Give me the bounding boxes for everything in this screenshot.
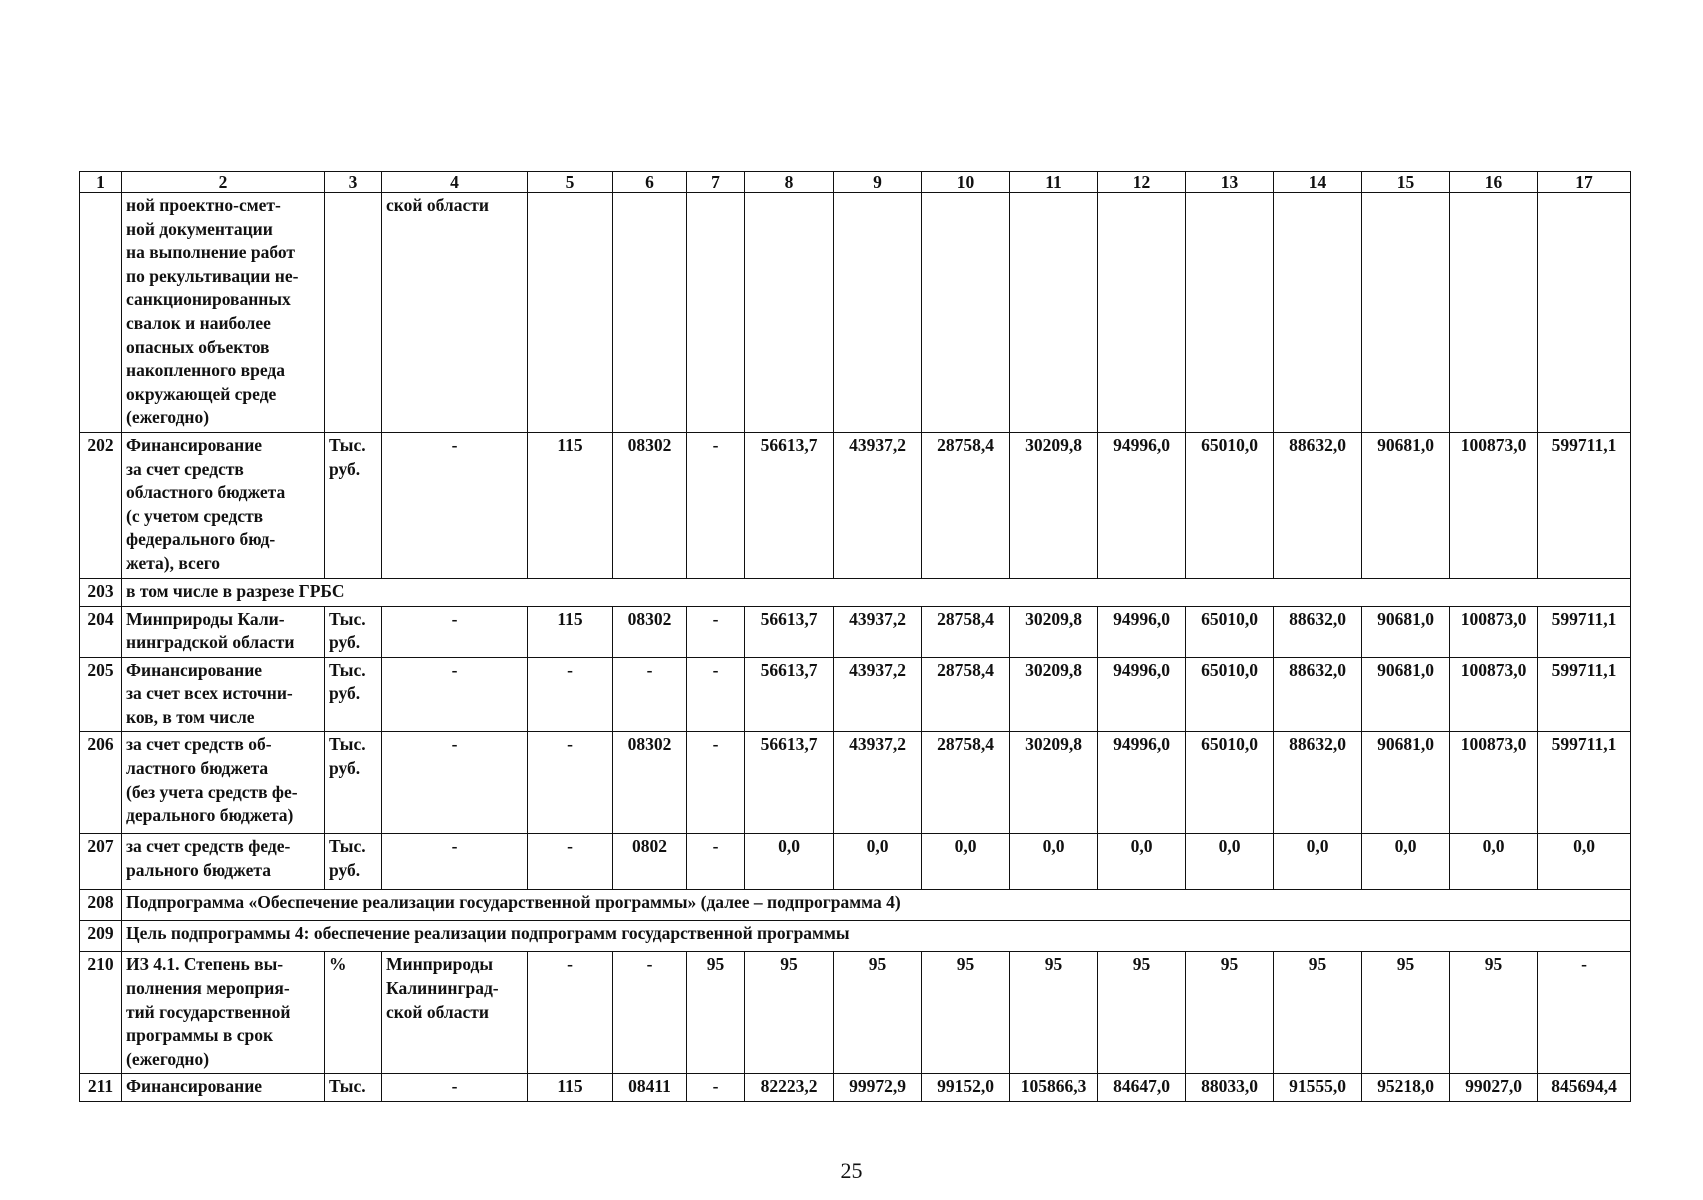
value-cell: 99027,0 <box>1450 1074 1538 1102</box>
value-cell: - <box>528 657 613 732</box>
column-header: 4 <box>382 172 528 193</box>
row-number: 206 <box>80 732 122 834</box>
column-header: 5 <box>528 172 613 193</box>
column-header: 3 <box>325 172 382 193</box>
column-header: 13 <box>1186 172 1274 193</box>
value-cell <box>1362 193 1450 433</box>
value-cell: - <box>687 1074 745 1102</box>
value-cell: 56613,7 <box>745 657 834 732</box>
value-cell: - <box>687 732 745 834</box>
value-cell: 82223,2 <box>745 1074 834 1102</box>
page-number: 25 <box>840 1158 863 1183</box>
value-cell <box>1538 193 1631 433</box>
value-cell: - <box>528 732 613 834</box>
value-cell: 0,0 <box>745 834 834 890</box>
value-cell: 0,0 <box>834 834 922 890</box>
value-cell: 94996,0 <box>1098 732 1186 834</box>
value-cell: 90681,0 <box>1362 432 1450 578</box>
value-cell: 65010,0 <box>1186 432 1274 578</box>
value-cell: 0,0 <box>1362 834 1450 890</box>
table-row <box>80 193 1631 433</box>
value-cell: 88033,0 <box>1186 1074 1274 1102</box>
responsible-cell: - <box>382 732 528 834</box>
value-cell: 105866,3 <box>1010 1074 1098 1102</box>
indicator-name: ИЗ 4.1. Степень вы- полнения мероприя- тий государственной программы в срок (ежегодно) <box>122 952 325 1074</box>
value-cell: 65010,0 <box>1186 657 1274 732</box>
column-header: 8 <box>745 172 834 193</box>
value-cell: - <box>528 834 613 890</box>
value-cell <box>1274 193 1362 433</box>
value-cell: 08302 <box>613 606 687 657</box>
value-cell: 28758,4 <box>922 606 1010 657</box>
indicator-name: ной проектно-смет- ной документации на выполнение работ по рекультивации не- санкционированных свалок и наиболее опасных объектов накопленного вреда окружающей среде (ежегодно) <box>122 193 325 433</box>
value-cell: - <box>687 834 745 890</box>
value-cell: 90681,0 <box>1362 606 1450 657</box>
value-cell: 56613,7 <box>745 432 834 578</box>
value-cell: 115 <box>528 432 613 578</box>
value-cell: 0802 <box>613 834 687 890</box>
table-row <box>80 578 1631 606</box>
table-row <box>80 1074 1631 1102</box>
value-cell: 43937,2 <box>834 657 922 732</box>
value-cell: 65010,0 <box>1186 732 1274 834</box>
value-cell: 90681,0 <box>1362 657 1450 732</box>
value-cell: 95 <box>1274 952 1362 1074</box>
value-cell: 91555,0 <box>1274 1074 1362 1102</box>
value-cell: 56613,7 <box>745 732 834 834</box>
column-header: 10 <box>922 172 1010 193</box>
value-cell: 08302 <box>613 732 687 834</box>
value-cell: 56613,7 <box>745 606 834 657</box>
value-cell: 28758,4 <box>922 657 1010 732</box>
value-cell: 95 <box>1450 952 1538 1074</box>
value-cell: 95 <box>745 952 834 1074</box>
unit-cell: Тыс. руб. <box>325 432 382 578</box>
value-cell: - <box>687 432 745 578</box>
row-number: 205 <box>80 657 122 732</box>
value-cell: 100873,0 <box>1450 606 1538 657</box>
value-cell <box>1450 193 1538 433</box>
indicator-name: Финансирование <box>122 1074 325 1102</box>
value-cell: 95 <box>1186 952 1274 1074</box>
unit-cell <box>325 193 382 433</box>
value-cell: 99152,0 <box>922 1074 1010 1102</box>
value-cell: 95 <box>1362 952 1450 1074</box>
column-header: 7 <box>687 172 745 193</box>
value-cell: 43937,2 <box>834 606 922 657</box>
row-number: 210 <box>80 952 122 1074</box>
value-cell: 08302 <box>613 432 687 578</box>
unit-cell: Тыс. руб. <box>325 657 382 732</box>
unit-cell: Тыс. <box>325 1074 382 1102</box>
column-header: 9 <box>834 172 922 193</box>
row-number: 203 <box>80 578 122 606</box>
value-cell <box>528 193 613 433</box>
value-cell <box>1010 193 1098 433</box>
unit-cell: Тыс. руб. <box>325 732 382 834</box>
column-header: 17 <box>1538 172 1631 193</box>
value-cell: 95 <box>834 952 922 1074</box>
value-cell: 845694,4 <box>1538 1074 1631 1102</box>
row-number: 204 <box>80 606 122 657</box>
value-cell <box>834 193 922 433</box>
row-number: 209 <box>80 921 122 952</box>
value-cell: 100873,0 <box>1450 432 1538 578</box>
value-cell: - <box>613 952 687 1074</box>
table-row <box>80 657 1631 732</box>
column-header: 6 <box>613 172 687 193</box>
value-cell <box>1186 193 1274 433</box>
table-row <box>80 834 1631 890</box>
responsible-cell: - <box>382 432 528 578</box>
column-header: 14 <box>1274 172 1362 193</box>
responsible-cell: - <box>382 657 528 732</box>
value-cell <box>922 193 1010 433</box>
column-header: 11 <box>1010 172 1098 193</box>
value-cell: 0,0 <box>1274 834 1362 890</box>
value-cell: 94996,0 <box>1098 606 1186 657</box>
value-cell: 94996,0 <box>1098 657 1186 732</box>
table-body <box>80 193 1631 1102</box>
value-cell: 95 <box>922 952 1010 1074</box>
value-cell: 115 <box>528 606 613 657</box>
budget-table <box>79 171 1631 1102</box>
value-cell <box>687 193 745 433</box>
value-cell: 0,0 <box>1186 834 1274 890</box>
table-row <box>80 890 1631 921</box>
section-title: Подпрограмма «Обеспечение реализации государственной программы» (далее – подпрограмма 4) <box>122 890 1631 921</box>
row-number: 202 <box>80 432 122 578</box>
value-cell: 43937,2 <box>834 432 922 578</box>
value-cell: - <box>613 657 687 732</box>
indicator-name: Финансирование за счет всех источни- ков, в том числе <box>122 657 325 732</box>
value-cell: 88632,0 <box>1274 732 1362 834</box>
column-header: 15 <box>1362 172 1450 193</box>
value-cell: 95 <box>1098 952 1186 1074</box>
unit-cell: Тыс. руб. <box>325 606 382 657</box>
value-cell: 30209,8 <box>1010 606 1098 657</box>
value-cell: 30209,8 <box>1010 732 1098 834</box>
section-title: Цель подпрограммы 4: обеспечение реализации подпрограмм государственной программы <box>122 921 1631 952</box>
value-cell: 95 <box>1010 952 1098 1074</box>
value-cell: 94996,0 <box>1098 432 1186 578</box>
responsible-cell: - <box>382 1074 528 1102</box>
table-row <box>80 606 1631 657</box>
indicator-name: за счет средств об- ластного бюджета (без учета средств фе- дерального бюджета) <box>122 732 325 834</box>
value-cell: 95 <box>687 952 745 1074</box>
table-row <box>80 432 1631 578</box>
row-number: 207 <box>80 834 122 890</box>
header-row <box>80 172 1631 193</box>
value-cell: 43937,2 <box>834 732 922 834</box>
indicator-name: Минприроды Кали- нинградской области <box>122 606 325 657</box>
table-row <box>80 952 1631 1074</box>
value-cell: - <box>687 657 745 732</box>
value-cell: 30209,8 <box>1010 657 1098 732</box>
column-header: 12 <box>1098 172 1186 193</box>
column-header: 2 <box>122 172 325 193</box>
value-cell: 0,0 <box>1010 834 1098 890</box>
responsible-cell: ской области <box>382 193 528 433</box>
table-row <box>80 732 1631 834</box>
value-cell: 30209,8 <box>1010 432 1098 578</box>
value-cell: 599711,1 <box>1538 432 1631 578</box>
value-cell: 28758,4 <box>922 432 1010 578</box>
value-cell: 90681,0 <box>1362 732 1450 834</box>
value-cell: - <box>528 952 613 1074</box>
value-cell: 28758,4 <box>922 732 1010 834</box>
value-cell: 08411 <box>613 1074 687 1102</box>
value-cell: 88632,0 <box>1274 657 1362 732</box>
value-cell: 599711,1 <box>1538 657 1631 732</box>
value-cell: 0,0 <box>1098 834 1186 890</box>
value-cell: 0,0 <box>1538 834 1631 890</box>
table-row <box>80 921 1631 952</box>
value-cell: 115 <box>528 1074 613 1102</box>
value-cell: - <box>1538 952 1631 1074</box>
value-cell: - <box>687 606 745 657</box>
unit-cell: % <box>325 952 382 1074</box>
column-header: 16 <box>1450 172 1538 193</box>
value-cell <box>1098 193 1186 433</box>
responsible-cell: Минприроды Калининград- ской области <box>382 952 528 1074</box>
value-cell: 88632,0 <box>1274 606 1362 657</box>
value-cell: 84647,0 <box>1098 1074 1186 1102</box>
indicator-name: за счет средств феде- рального бюджета <box>122 834 325 890</box>
section-title: в том числе в разрезе ГРБС <box>122 578 1631 606</box>
responsible-cell: - <box>382 834 528 890</box>
value-cell: 95218,0 <box>1362 1074 1450 1102</box>
value-cell: 65010,0 <box>1186 606 1274 657</box>
row-number: 211 <box>80 1074 122 1102</box>
value-cell: 599711,1 <box>1538 606 1631 657</box>
value-cell <box>745 193 834 433</box>
value-cell: 0,0 <box>1450 834 1538 890</box>
row-number: 208 <box>80 890 122 921</box>
value-cell <box>613 193 687 433</box>
value-cell: 0,0 <box>922 834 1010 890</box>
value-cell: 100873,0 <box>1450 732 1538 834</box>
unit-cell: Тыс. руб. <box>325 834 382 890</box>
value-cell: 99972,9 <box>834 1074 922 1102</box>
row-number <box>80 193 122 433</box>
value-cell: 100873,0 <box>1450 657 1538 732</box>
column-header: 1 <box>80 172 122 193</box>
value-cell: 88632,0 <box>1274 432 1362 578</box>
responsible-cell: - <box>382 606 528 657</box>
value-cell: 599711,1 <box>1538 732 1631 834</box>
indicator-name: Финансирование за счет средств областного бюджета (с учетом средств федерального бюд- жета), всего <box>122 432 325 578</box>
